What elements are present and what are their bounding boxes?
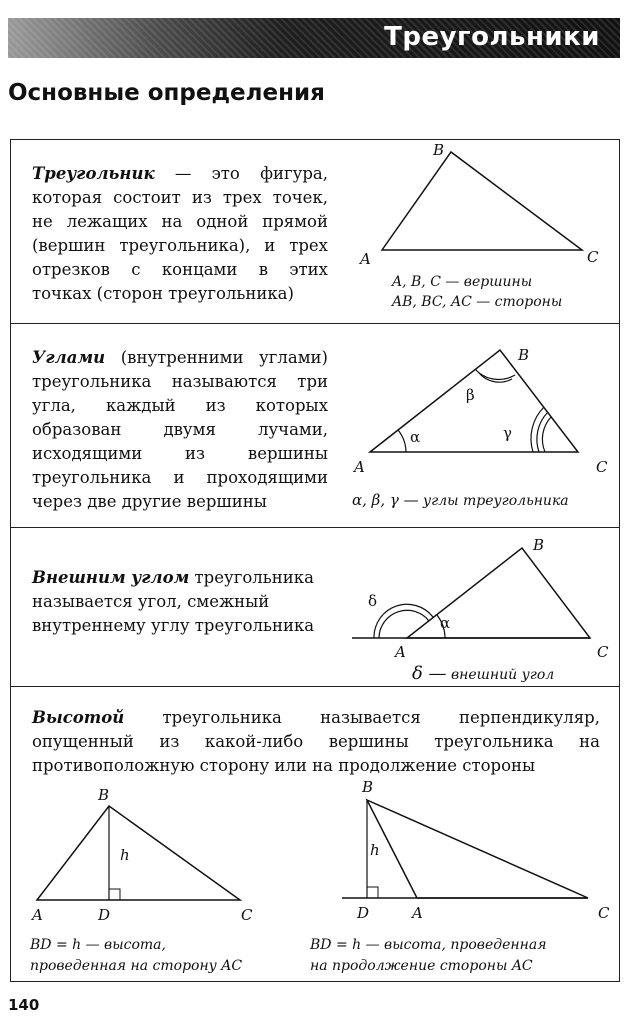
term-altitude: Высотой: [32, 708, 125, 727]
delta-label: δ: [368, 592, 378, 610]
sides-caption: AB, BC, AC — стороны: [392, 294, 563, 310]
triangle-definition-text: — это фигура, которая состоит из трех точек, не лежащих на одной прямой (вершин треугольника), и трех отрезков с концами в этих точках (сторон треугольника): [32, 164, 328, 303]
vertex-label-c: C: [597, 643, 609, 661]
obtuse-triangle-shape: [367, 800, 588, 898]
angle-gamma-arc: [542, 417, 551, 452]
vertex-label-b: B: [362, 778, 374, 796]
vertex-label-b: B: [518, 346, 530, 364]
alpha-label: α: [440, 614, 451, 632]
exterior-caption-delta: δ —: [412, 663, 447, 684]
vertex-label-b: B: [98, 786, 110, 804]
exterior-figure: [352, 536, 609, 684]
altitude-caption-line: BD = h — высота, проведенная: [310, 937, 547, 953]
angle-alpha-arc: [398, 430, 406, 452]
vertex-label-a: A: [354, 458, 365, 476]
exterior-caption-text: внешний угол: [446, 667, 555, 683]
exterior-angle-arc: [379, 610, 429, 638]
foot-label-d: D: [357, 904, 370, 922]
vertex-label-a: A: [395, 643, 406, 661]
term-angles: Углами: [32, 348, 106, 367]
angles-caption-greek: α, β, γ —: [352, 491, 419, 509]
angles-figure: [352, 346, 608, 509]
beta-label: β: [466, 386, 475, 404]
altitude-definition-text: треугольника называется перпендикуляр, опущенный из какой-либо вершины треугольника на противоположную сторону или на продолжение стороны: [32, 708, 600, 775]
exterior-definition-text: треугольника называется угол, смежный внутреннему углу треугольника: [32, 568, 315, 635]
vertex-label-c: C: [598, 904, 610, 922]
angle-beta-arc: [479, 373, 512, 382]
vertex-label-a: A: [360, 250, 371, 268]
section-heading: Основные определения: [8, 80, 325, 106]
triangle-shape: [382, 152, 582, 250]
altitude-figure-side: [29, 786, 253, 974]
banner-title: Треугольники: [384, 22, 600, 52]
alpha-label: α: [410, 428, 421, 446]
exterior-triangle-shape: [407, 548, 590, 638]
angle-gamma-arc: [537, 412, 548, 452]
height-label: h: [370, 841, 380, 859]
vertex-label-b: B: [433, 141, 445, 159]
angles-caption-text: углы треугольника: [418, 493, 569, 509]
foot-label-d: D: [98, 906, 111, 924]
height-label: h: [120, 846, 130, 864]
angles-caption: [352, 491, 569, 509]
altitude-caption-line: BD = h — высота,: [30, 937, 166, 953]
exterior-angle-arc: [374, 604, 433, 638]
altitude-figure-extension: [309, 778, 610, 974]
vertex-label-b: B: [533, 536, 545, 554]
triangle-figure: [358, 141, 599, 310]
vertex-label-a: A: [32, 906, 43, 924]
vertex-label-c: C: [587, 248, 599, 266]
vertex-label-a: A: [412, 904, 423, 922]
term-exterior-angle: Внешним углом: [32, 568, 190, 587]
right-angle-mark: [109, 889, 120, 900]
vertex-label-c: C: [596, 458, 608, 476]
exterior-caption: [412, 663, 554, 684]
altitude-triangle-shape: [37, 806, 240, 900]
altitude-caption-line: проведенная на сторону AC: [30, 958, 243, 974]
page-number: 140: [8, 996, 40, 1014]
gamma-label: γ: [503, 424, 512, 442]
right-angle-mark: [367, 887, 378, 898]
angles-definition-text: (внутренними углами) треугольника называются три угла, каждый из которых образован двумя лучами, исходящими из вершины треугольника и проходящими через две другие вершины: [32, 348, 328, 511]
altitude-caption-line: на продолжение стороны AC: [310, 958, 533, 974]
vertices-caption: A, B, C — вершины: [392, 274, 533, 290]
vertex-label-c: C: [241, 906, 253, 924]
term-triangle: Треугольник: [32, 164, 155, 183]
